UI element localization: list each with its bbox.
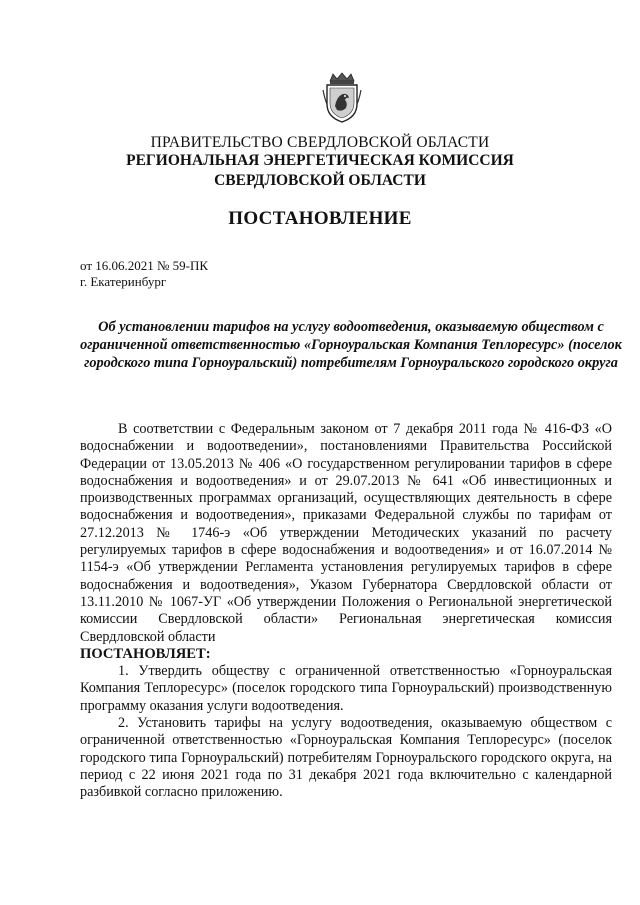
document-subject: Об установлении тарифов на услугу водоотведения, оказываемую обществом с ограниченной ответственностью «Горноуральская Компания Теплоресурс» (поселок городского типа Горноуральский) потребителям Горноуральского городского округа <box>80 319 622 371</box>
resolution-item-2: 2. Установить тарифы на услугу водоотведения, оказываемую обществом с ограниченной ответственностью «Горноуральская Компания Теплоресурс» (поселок городского типа Горноуральский) потребителям Горноуральского городского округа, на период с 22 июня 2021 года по 31 декабря 2021 года включительно с календарной разбивкой согласно приложению. <box>80 715 612 801</box>
commission-name-line1: РЕГИОНАЛЬНАЯ ЭНЕРГЕТИЧЕСКАЯ КОМИССИЯ <box>126 152 514 169</box>
government-name: ПРАВИТЕЛЬСТВО СВЕРДЛОВСКОЙ ОБЛАСТИ <box>150 134 490 151</box>
coat-of-arms-icon <box>321 72 363 124</box>
document-city: г. Екатеринбург <box>80 274 167 289</box>
resolution-item-1: 1. Утвердить обществу с ограниченной ответственностью «Горноуральская Компания Теплоресурс» (поселок городского типа Горноуральский) производственную программу оказания услуги водоотведения. <box>80 663 612 714</box>
document-body <box>80 421 612 802</box>
document-date-number: от 16.06.2021 № 59-ПК <box>80 258 209 273</box>
resolves-heading: ПОСТАНОВЛЯЕТ: <box>80 645 211 662</box>
document-type: ПОСТАНОВЛЕНИЕ <box>228 208 412 229</box>
commission-name-line2: СВЕРДЛОВСКОЙ ОБЛАСТИ <box>214 172 426 189</box>
preamble-paragraph: В соответствии с Федеральным законом от 7 декабря 2011 года № 416-ФЗ «О водоснабжении и водоотведении», постановлениями Правительства Российской Федерации от 13.05.2013 № 406 «О государственном регулировании тарифов в сфере водоснабжения и водоотведения» и от 29.07.2013 № 641 «Об инвестиционных и производственных программах организаций, осуществляющих деятельность в сфере водоснабжения и водоотведения», приказами Федеральной службы по тарифам от 27.12.2013 № 1746-э «Об утверждении Методических указаний по расчету регулируемых тарифов в сфере водоснабжения и водоотведения» и от 16.07.2014 № 1154-э «Об утверждении Регламента установления регулируемых тарифов в сфере водоснабжения и водоотведения», Указом Губернатора Свердловской области от 13.11.2010 № 1067-УГ «Об утверждении Положения о Региональной энергетической комиссии Свердловской области» Региональная энергетическая комиссия Свердловской области <box>80 421 612 645</box>
